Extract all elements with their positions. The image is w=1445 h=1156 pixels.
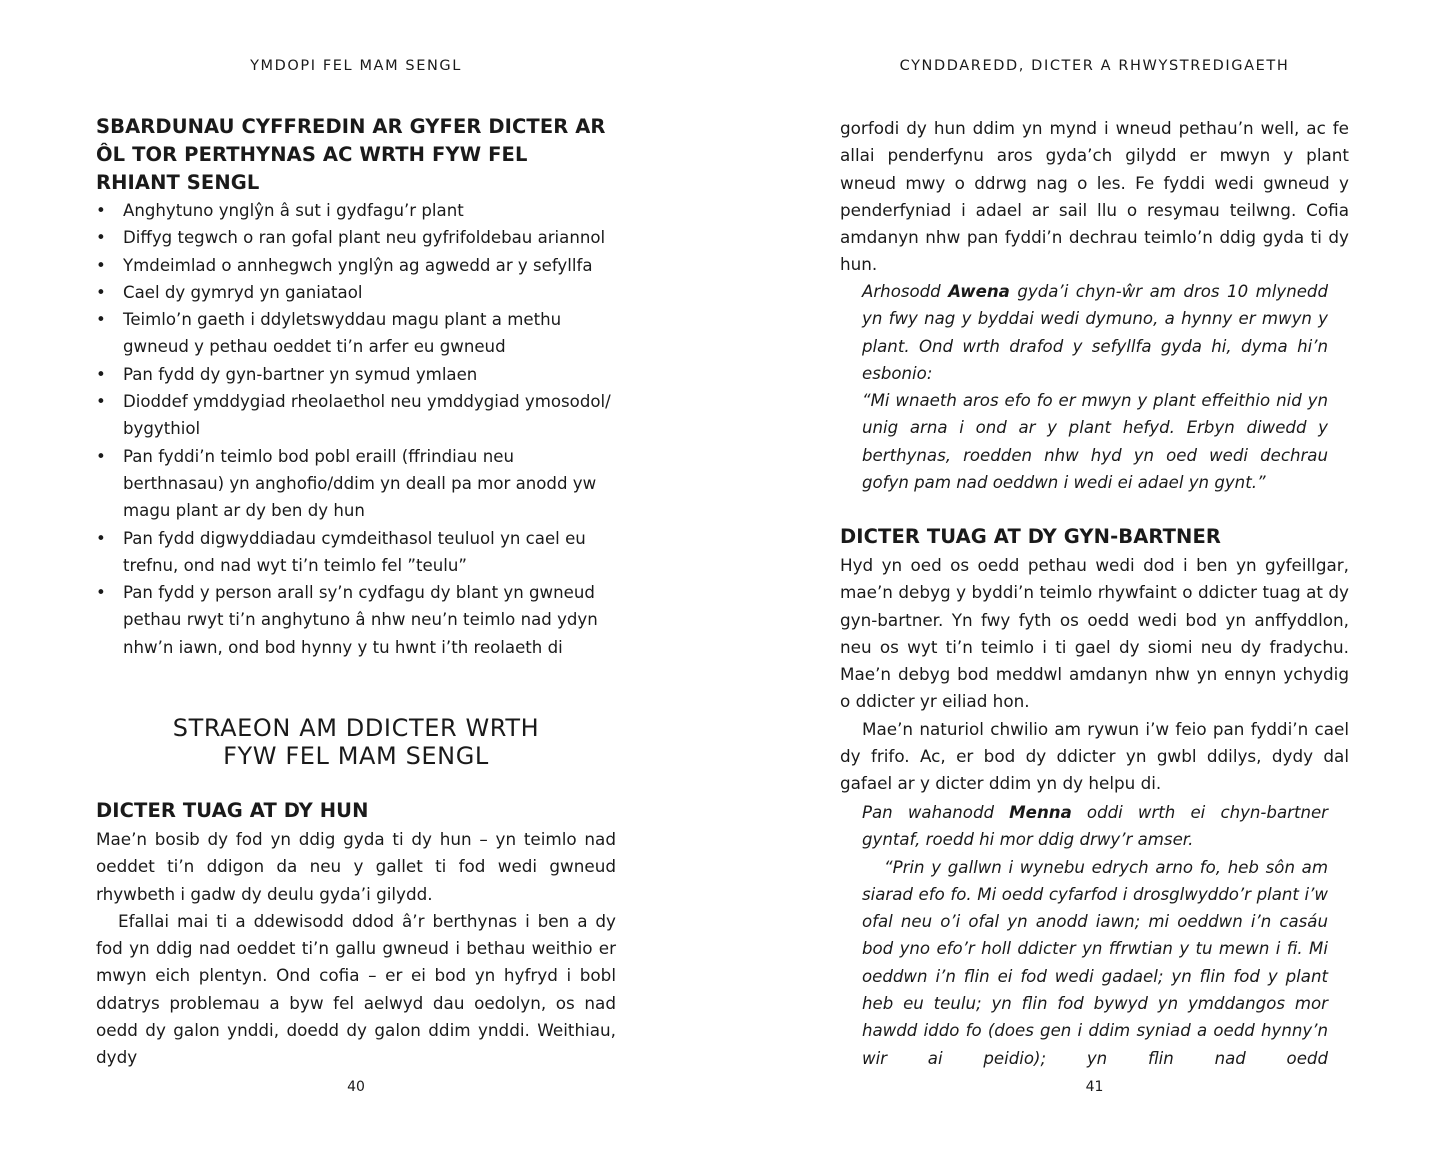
list-item: • Teimlo’n gaeth i ddyletswyddau magu plant a methu gwneud y pethau oeddet ti’n arfer eu gwneud (96, 306, 616, 361)
case-study-speech: “Mi wnaeth aros efo fo er mwyn y plant effeithio nid yn unig arna i ond ar y plant hefyd. Erbyn diwedd y berthynas, roedden nhw hyd yn oed wedi dechrau gofyn pam nad oeddwn i wedi ei adael yn gynt.” (862, 391, 1328, 493)
heading-anger-triggers: SBARDUNAU CYFFREDIN AR GYFER DICTER AR ÔL TOR PERTHYNAS AC WRTH FYW FEL RHIANT SENGL (96, 115, 606, 194)
triggers-list (96, 197, 616, 661)
heading-anger-at-self: DICTER TUAG AT DY HUN (96, 799, 369, 822)
list-item: • Cael dy gymryd yn ganiataol (96, 279, 616, 306)
list-item: • Dioddef ymddygiad rheolaethol neu ymddygiad ymosodol/ bygythiol (96, 388, 616, 443)
case-study-name: Menna (1009, 803, 1072, 822)
body-text-left (96, 826, 616, 1072)
running-head-right: CYNDDAREDD, DICTER A RHWYSTREDIGAETH (899, 58, 1290, 74)
case-study-lead: Pan wahanodd (862, 803, 1010, 822)
list-item: • Ymdeimlad o annhegwch ynglŷn ag agwedd ar y sefyllfa (96, 252, 616, 279)
chapter-title-line-1: STRAEON AM DDICTER WRTH (172, 714, 540, 742)
paragraph: Mae’n bosib dy fod yn ddig gyda ti dy hun – yn teimlo nad oeddet ti’n ddigon da neu y gallet ti fod wedi gwneud rhywbeth i gadw dy deulu gyda’i gilydd. (96, 829, 616, 904)
running-head-left: YMDOPI FEL MAM SENGL (250, 58, 462, 74)
body-text-right (840, 552, 1349, 798)
paragraph: Hyd yn oed os oedd pethau wedi dod i ben yn gyfeillgar, mae’n debyg y byddi’n teimlo rhywfaint o ddicter tuag at dy gyn-bartner. Yn fwy fyth os oedd wedi bod yn anffyddlon, neu os wyt ti’n teimlo i ti gael dy siomi neu dy fradychu. Mae’n debyg bod meddwl amdanyn nhw yn ennyn ychydig o ddicter yr eiliad hon. (840, 555, 1349, 712)
case-study-rest: gyda’i chyn-ŵr am dros 10 mlynedd yn fwy nag y byddai wedi dymuno, a hynny er mwyn y plant. Ond wrth drafod y sefyllfa gyda hi, dyma hi’n esbonio: (862, 282, 1329, 383)
left-page (96, 0, 616, 1156)
case-study-lead: Arhosodd (862, 282, 949, 301)
case-study-rest: oddi wrth ei chyn-bartner gyntaf, roedd hi mor ddig drwy’r amser. (862, 803, 1328, 850)
heading-anger-at-ex-partner: DICTER TUAG AT DY GYN-BARTNER (840, 525, 1222, 548)
chapter-title (96, 714, 616, 770)
page-number-left: 40 (347, 1079, 365, 1095)
case-study-awena (840, 278, 1349, 496)
list-item: • Pan fydd digwyddiadau cymdeithasol teuluol yn cael eu trefnu, ond nad wyt ti’n teimlo fel ”teulu” (96, 525, 616, 580)
list-item: • Pan fyddi’n teimlo bod pobl eraill (ffrindiau neu berthnasau) yn anghofio/ddim yn deall pa mor anodd yw magu plant ar dy ben dy hun (96, 443, 616, 525)
right-page (840, 0, 1349, 1156)
case-study-intro (862, 799, 1328, 854)
list-item: • Pan fydd dy gyn-bartner yn symud ymlaen (96, 361, 616, 388)
page-number-right: 41 (1085, 1079, 1104, 1095)
case-study-speech: “Prin y gallwn i wynebu edrych arno fo, heb sôn am siarad efo fo. Mi oedd cyfarfod i drosglwyddo’r plant i’w ofal neu o’i ofal yn anodd iawn; mi oeddwn i’n casáu bod yno efo’r holl ddicter yn ffrwtian y tu mewn i fi. Mi oeddwn i’n flin ei fod wedi gadael; yn flin fod y plant heb eu teulu; yn flin fod bywyd yn ymddangos mor hawdd iddo fo (does gen i ddim syniad a oedd hynny’n wir ai peidio); yn flin nad oedd (862, 857, 1328, 1068)
case-study-name: Awena (948, 282, 1010, 301)
case-study-intro (862, 278, 1328, 387)
paragraph: Efallai mai ti a ddewisodd ddod â’r berthynas i ben a dy fod yn ddig nad oeddet ti’n gallu gwneud i bethau weithio er mwyn eich plentyn. Ond cofia – er ei bod yn hyfryd i bobl ddatrys problemau a byw fel aelwyd dau oedolyn, os nad oedd dy galon ynddi, doedd dy galon ddim ynddi. Weithiau, dydy (96, 910, 616, 1068)
list-item: • Diffyg tegwch o ran gofal plant neu gyfrifoldebau ariannol (96, 224, 616, 251)
list-item: • Pan fydd y person arall sy’n cydfagu dy blant yn gwneud pethau rwyt ti’n anghytuno â nhw neu’n teimlo nad ydyn nhw’n iawn, ond bod hynny y tu hwnt i’th reolaeth di (96, 579, 616, 661)
paragraph: Mae’n naturiol chwilio am rywun i’w feio pan fyddi’n cael dy frifo. Ac, er bod dy ddicter yn gwbl ddilys, dydy dal gafael ar y dicter ddim yn dy helpu di. (840, 718, 1349, 794)
list-item: • Anghytuno ynglŷn â sut i gydfagu’r plant (96, 197, 616, 224)
paragraph-continued: gorfodi dy hun ddim yn mynd i wneud pethau’n well, ac fe allai penderfynu aros gyda’ch gilydd er mwyn y plant wneud mwy o ddrwg nag o les. Fe fyddi wedi gwneud y penderfyniad i adael ar sail llu o resymau teilwng. Cofia amdanyn nhw pan fyddi’n dechrau teimlo’n ddig gyda ti dy hun. (840, 118, 1349, 275)
chapter-title-line-2: FYW FEL MAM SENGL (223, 742, 489, 770)
case-study-menna (840, 799, 1349, 1072)
